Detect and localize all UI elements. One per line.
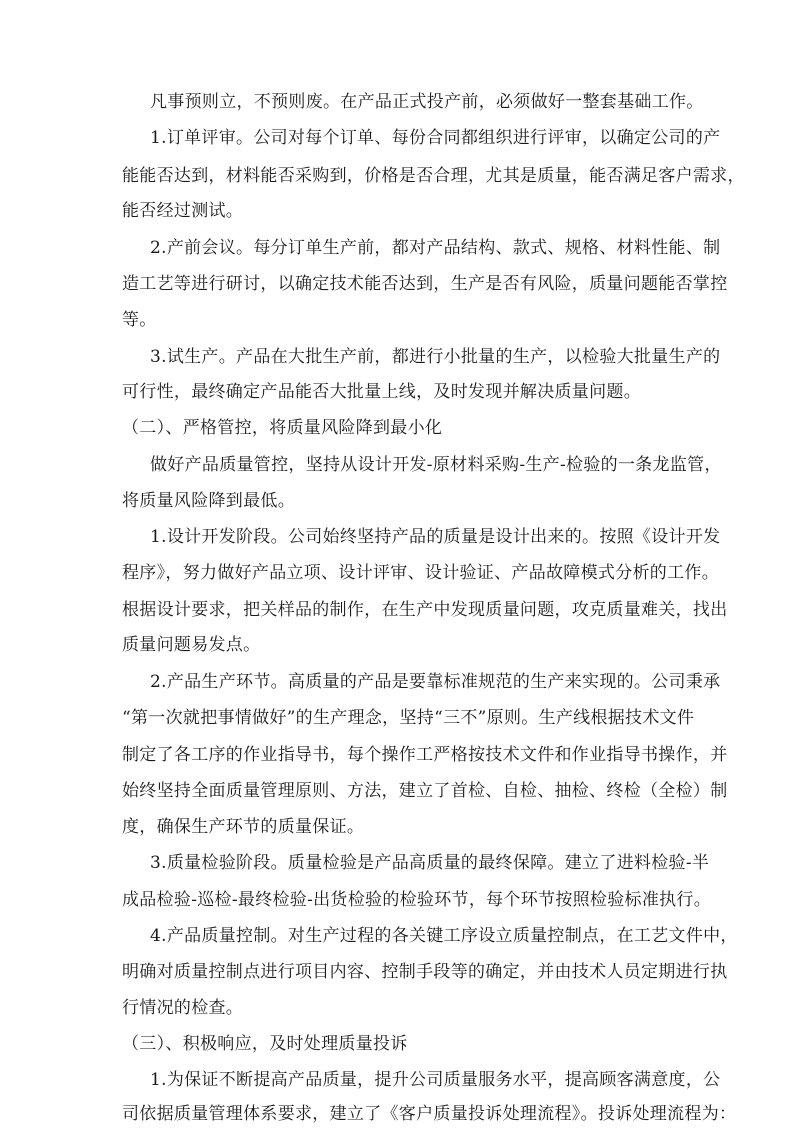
text-line: 1.订单评审。公司对每个订单、每份合同都组织进行评审，以确定公司的产 [150, 128, 721, 148]
text-line: “第一次就把事情做好”的生产理念，坚持“三不”原则。生产线根据技术文件 [122, 708, 695, 728]
text-line: 明确对质量控制点进行项目内容、控制手段等的确定，并由技术人员定期进行执 [122, 962, 728, 982]
text-line: 能否经过测试。 [122, 201, 244, 221]
section-heading: （三）、积极响应，及时处理质量投诉 [122, 1034, 408, 1054]
text-line: 等。 [122, 310, 157, 330]
text-line: 凡事预则立，不预则废。在产品正式投产前，必须做好一整套基础工作。 [150, 92, 704, 112]
text-line: 造工艺等进行研讨，以确定技术能否达到，生产是否有风险，质量问题能否掌控 [122, 274, 728, 294]
text-line: 2.产品生产环节。高质量的产品是要靠标准规范的生产来实现的。公司秉承 [150, 672, 721, 692]
text-line: 3.试生产。产品在大批生产前，都进行小批量的生产，以检验大批量生产的 [150, 347, 721, 367]
text-line: 做好产品质量管控，坚持从设计开发-原材料采购-生产-检验的一条龙监管， [150, 455, 722, 475]
text-line: 司依据质量管理体系要求，建立了《客户质量投诉处理流程》。投诉处理流程为： [122, 1104, 737, 1124]
text-line: 将质量风险降到最低。 [122, 491, 295, 511]
text-line: 4.产品质量控制。对生产过程的各关键工序设立质量控制点，在工艺文件中， [150, 926, 738, 946]
text-line: 3.质量检验阶段。质量检验是产品高质量的最终保障。建立了进料检验-半 [150, 853, 710, 873]
text-line: 2.产前会议。每分订单生产前，都对产品结构、款式、规格、材料性能、制 [150, 238, 721, 258]
text-line: 度，确保生产环节的质量保证。 [122, 817, 365, 837]
text-line: 1.为保证不断提高产品质量，提升公司质量服务水平，提高顾客满意度，公 [150, 1070, 721, 1090]
text-line: 始终坚持全面质量管理原则、方法，建立了首检、自检、抽检、终检（全检）制 [122, 781, 728, 801]
text-line: 1.设计开发阶段。公司始终坚持产品的质量是设计出来的。按照《设计开发 [150, 527, 721, 547]
text-line: 程序》，努力做好产品立项、设计评审、设计验证、产品故障模式分析的工作。 [122, 563, 719, 583]
text-line: 制定了各工序的作业指导书，每个操作工严格按技术文件和作业指导书操作，并 [122, 745, 728, 765]
text-line: 质量问题易发点。 [122, 635, 261, 655]
section-heading: （二）、严格管控，将质量风险降到最小化 [122, 418, 443, 438]
text-line: 行情况的检查。 [122, 998, 244, 1018]
text-line: 可行性，最终确定产品能否大批量上线，及时发现并解决质量问题。 [122, 382, 641, 402]
text-line: 成品检验-巡检-最终检验-出货检验的检验环节，每个环节按照检验标准执行。 [122, 890, 712, 910]
text-line: 根据设计要求，把关样品的制作，在生产中发现质量问题，攻克质量难关，找出 [122, 600, 728, 620]
text-line: 能能否达到，材料能否采购到，价格是否合理，尤其是质量，能否满足客户需求， [122, 166, 745, 186]
